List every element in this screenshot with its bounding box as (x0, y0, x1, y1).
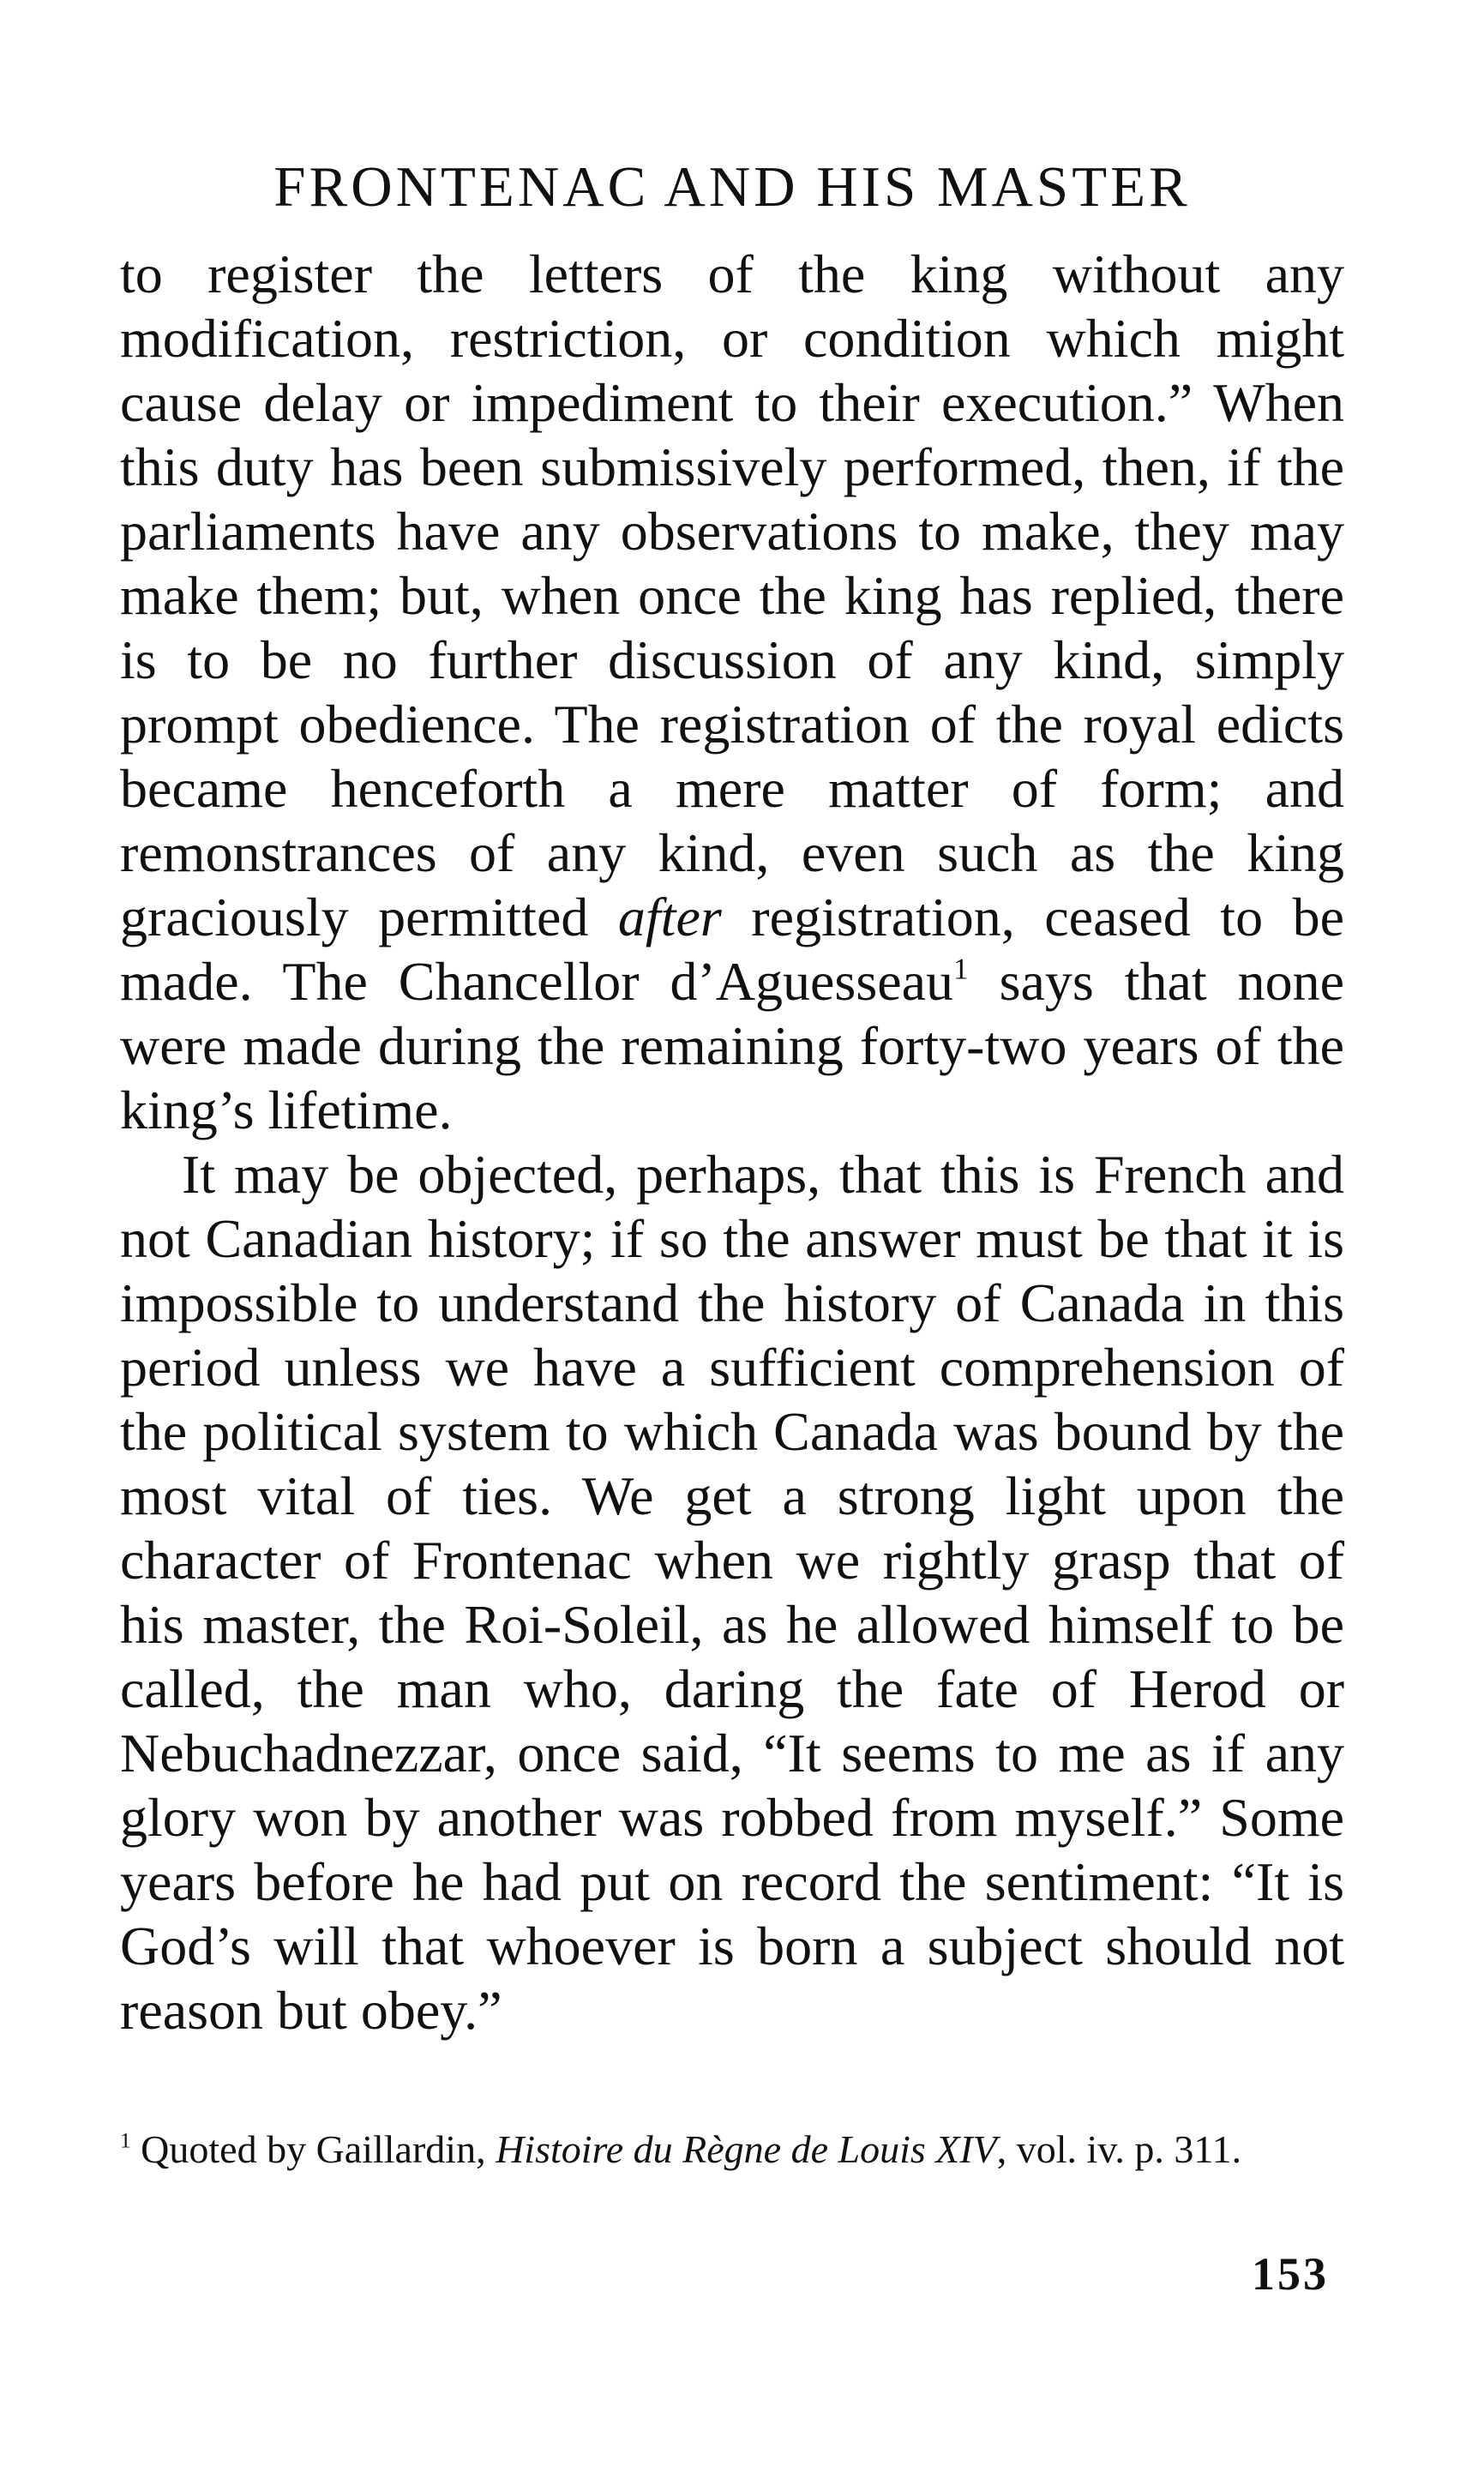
body-text (120, 242, 1344, 2042)
paragraph-1-text-a: to register the letters of the king without any modification, restriction, or condition which might cause delay or impediment to their execution.” When this duty has been submissively performed, then, if the parliaments have any observations to make, they may make them; but, when once the king has replied, there is to be no further discussion of any kind, simply prompt obedience. The registration of the royal edicts became henceforth a mere matter of form; and remonstrances of any kind, even such as the king graciously permitted (120, 244, 1344, 947)
paragraph-1-text-c: says that none were made during the remaining forty-two years of the king’s lifetime. (120, 951, 1344, 1140)
footnote-book-title: Histoire du Règne de Louis XIV (496, 2127, 997, 2171)
running-head: FRONTENAC AND HIS MASTER (273, 155, 1191, 219)
footnote-text-b: , vol. iv. p. 311. (996, 2127, 1242, 2171)
paragraph-2: It may be objected, perhaps, that this is French and not Canadian history; if so the answer must be that it is impossible to understand the history of Canada in this period unless we have a sufficient comprehension of the political system to which Canada was bound by the most vital of ties. We get a strong light upon the character of Frontenac when we rightly grasp that of his master, the Roi-Soleil, as he allowed himself to be called, the man who, daring the fate of Herod or Nebuchadnezzar, once said, “It seems to me as if any glory won by another was robbed from myself.” Some years before he had put on record the sentiment: “It is God’s will that whoever is born a subject should not reason but obey.” (120, 1144, 1344, 2041)
page-number: 153 (1252, 2248, 1329, 2300)
footnote-reference: 1 (953, 952, 969, 986)
italic-after: after (617, 887, 722, 947)
paragraph-1 (120, 242, 1344, 1142)
footnote (120, 2125, 1344, 2174)
footnote-marker: 1 (120, 2128, 131, 2153)
paragraph-1-text-b: registration, ceased to be made. The Chancellor d’Aguesseau (120, 887, 1344, 1012)
footnote-text-a: Quoted by Gaillardin, (130, 2127, 496, 2171)
